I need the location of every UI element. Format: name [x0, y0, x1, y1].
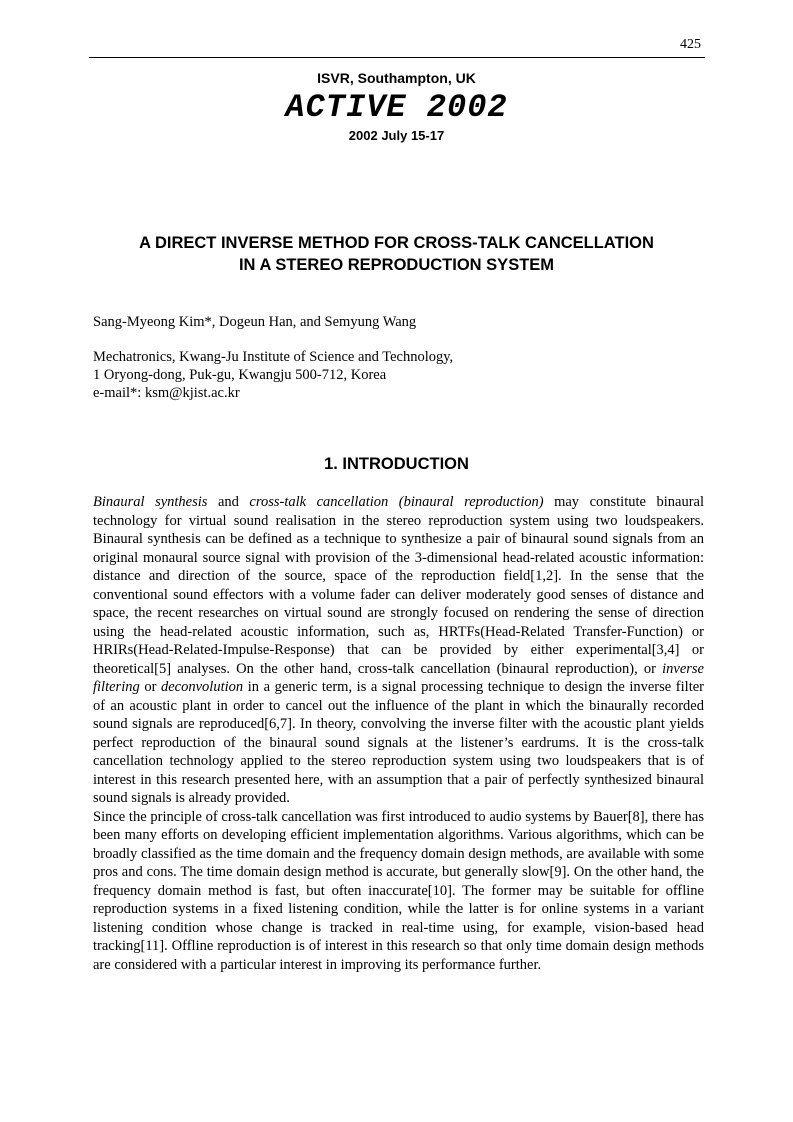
paragraph-1: [93, 493, 704, 808]
authors: Sang-Myeong Kim*, Dogeun Han, and Semyung Wang: [93, 314, 417, 330]
paragraph-2: Since the principle of cross-talk cancellation was first introduced to audio systems by Bauer[8], there has been many efforts on developing efficient implementation algorithms. Various algorithms, which can be broadly classified as the time domain and the frequency domain design methods, are available with some pros and cons. The time domain design method is accurate, but generally slow[9]. On the other hand, the frequency domain method is fast, but often inaccurate[10]. The former may be suitable for offline reproduction systems in a fixed listening condition, while the latter is for online systems in a variant listening condition whose change is tracked in real-time using, for example, vision-based head tracking[11]. Offline reproduction is of interest in this research so that only time domain design methods are considered with a particular interest in improving its performance further.: [93, 808, 704, 973]
affiliation: [93, 348, 453, 402]
paragraph-1-text-a: may constitute binaural technology for virtual sound realisation in the stereo reproduction system using two loudspeakers. Binaural synthesis can be defined as a technique to synthesize a pair of binaural sound signals from an original monaural source signal with provision of the 3-dimensional head-related acoustic information: distance and direction of the source, space of the reproduction field[1,2]. In the sense that the conventional sound effectors with a volume fader can deliver moderately good senses of distance and space, the recent researches on virtual sound are strongly focused on rendering the sense of direction using the head-related acoustic information, such as, HRTFs(Head-Related Transfer-Function) or HRIRs(Head-Related-Impulse-Response) that can be provided by either experimental[3,4] or theoretical[5] analyses. On the other hand, cross-talk cancellation (binaural reproduction), or: [93, 494, 704, 677]
term-deconvolution: deconvolution: [161, 679, 244, 695]
text-or: or: [139, 679, 161, 695]
term-cross-talk-cancellation: cross-talk cancellation (binaural reproduction): [249, 494, 544, 510]
conference-name: ACTIVE 2002: [285, 89, 508, 126]
paper-title: [90, 232, 703, 276]
body-text: [93, 493, 704, 974]
paper-title-line-1: A DIRECT INVERSE METHOD FOR CROSS-TALK CANCELLATION: [139, 234, 654, 252]
affiliation-line-1: Mechatronics, Kwang-Ju Institute of Science and Technology,: [93, 349, 454, 365]
affiliation-line-2: 1 Oryong-dong, Puk-gu, Kwangju 500-712, Korea: [93, 367, 387, 383]
header-rule: [89, 57, 705, 58]
text-and: and: [207, 494, 250, 510]
term-binaural-synthesis: Binaural synthesis: [93, 494, 208, 510]
term-inverse-filtering: inverse filtering: [93, 660, 704, 695]
author-email: e-mail*: ksm@kjist.ac.kr: [93, 385, 240, 401]
conference-location: ISVR, Southampton, UK: [317, 70, 476, 86]
conference-dates: 2002 July 15-17: [348, 128, 445, 143]
paper-title-line-2: IN A STEREO REPRODUCTION SYSTEM: [238, 256, 555, 274]
page-number: 425: [680, 37, 701, 52]
section-heading: 1. INTRODUCTION: [324, 455, 469, 473]
paragraph-1-text-b: in a generic term, is a signal processing technique to design the inverse filter of an acoustic plant in order to cancel out the influence of the plant in which the binaurally recorded sound signals are reproduced[6,7]. In theory, convolving the inverse filter with the acoustic plant yields perfect reproduction of the binaural sound signals at the listener’s eardrums. It is the cross-talk cancellation technology applied to the stereo reproduction system using two loudspeakers that is of interest in this research presented here, with an assumption that a pair of perfectly synthesized binaural sound signals is already provided.: [93, 679, 704, 806]
